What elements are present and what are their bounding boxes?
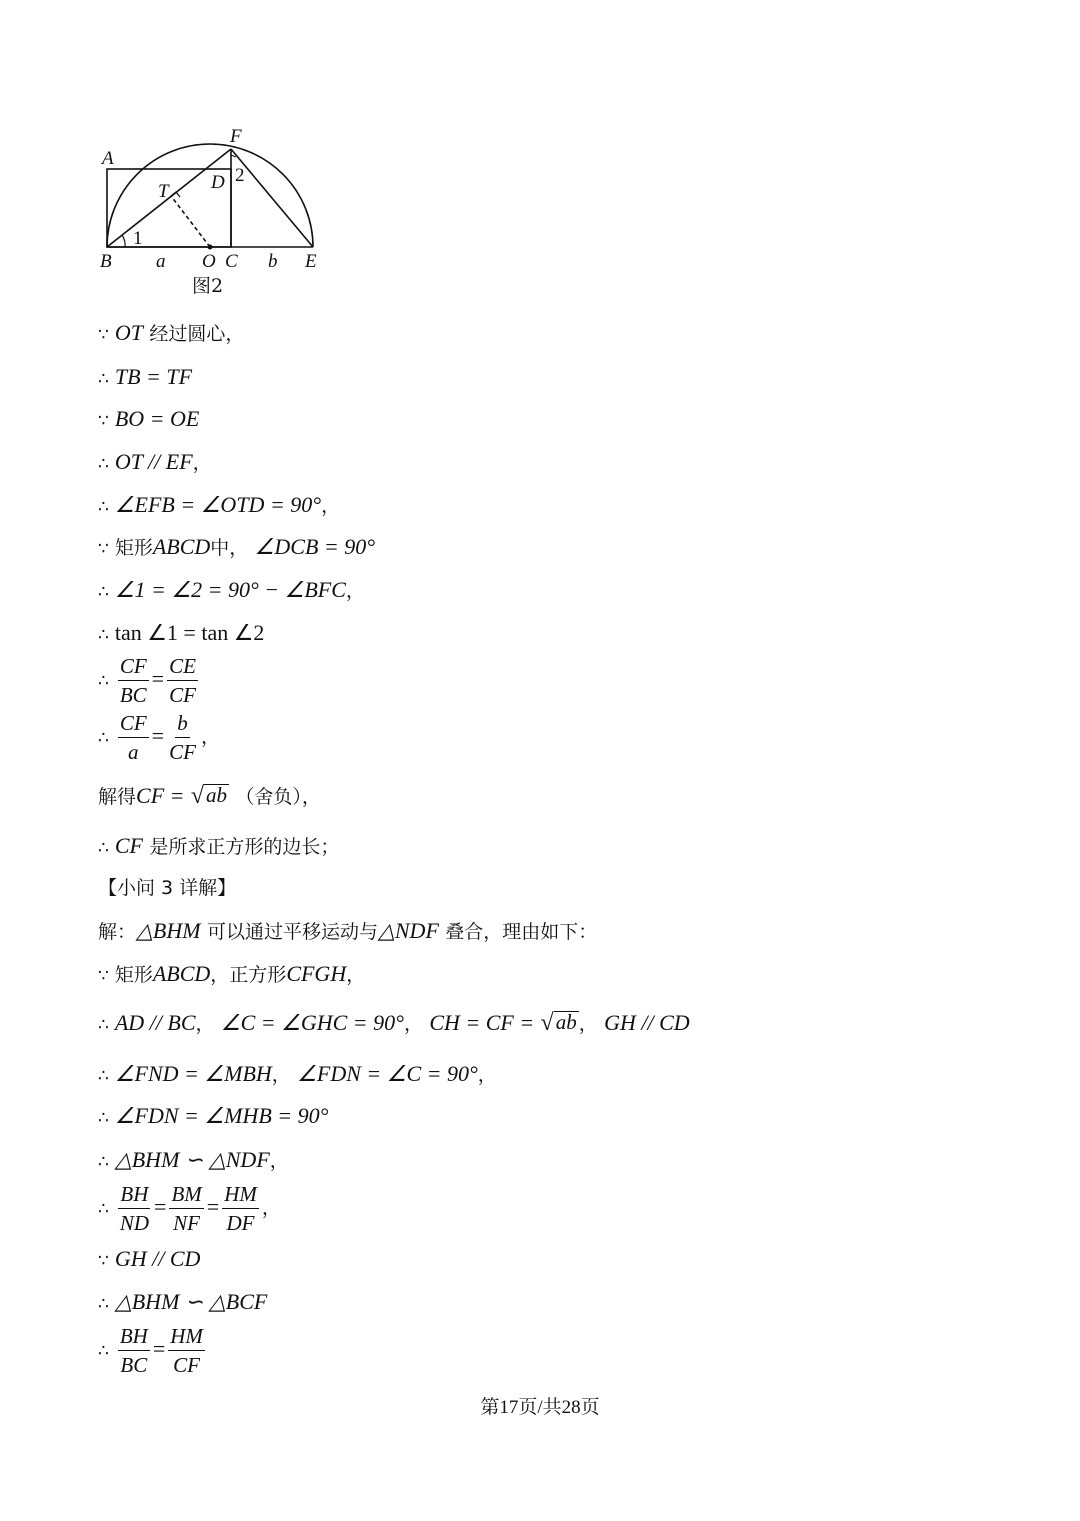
therefore-symbol: ∴ <box>98 582 109 602</box>
geometry-figure <box>92 122 342 302</box>
label-A: A <box>102 148 114 169</box>
fraction: $\frac{BH}{BC}$ <box>119 1324 148 1377</box>
label-angle-2: 2 <box>235 165 245 186</box>
therefore-symbol: ∴ <box>98 1108 109 1128</box>
therefore-symbol: ∴ <box>98 1066 109 1086</box>
therefore-symbol: ∴ <box>98 454 109 474</box>
point-O <box>208 245 213 250</box>
segment-BF <box>107 149 231 247</box>
fraction: $\frac{BM}{NF}$ <box>171 1182 202 1235</box>
proof-line-12: ∴ CF 是所求正方形的边长； <box>98 833 340 858</box>
proof-line-8: ∴ tan ∠1 = tan ∠2 <box>98 620 265 645</box>
label-a: a <box>156 251 166 272</box>
proof-line-23: ∴ $\frac{BH}{BC}$ = $\frac{HM}{CF}$ <box>98 1324 203 1377</box>
square-root: √ ab <box>190 783 228 809</box>
proof-line-15: ∵ 矩形ABCD，正方形CFGH， <box>98 961 366 986</box>
proof-line-6: ∵ 矩形ABCD中， ∠DCB = 90° <box>98 534 376 559</box>
segment-OT-dashed <box>171 196 210 247</box>
therefore-symbol: ∴ <box>98 1015 109 1035</box>
proof-line-22: ∴ △BHM ∽ △BCF <box>98 1289 268 1314</box>
because-symbol: ∵ <box>98 1251 109 1271</box>
proof-line-2: ∴ TB = TF <box>98 364 193 389</box>
therefore-symbol: ∴ <box>98 1152 109 1172</box>
label-O: O <box>202 251 216 272</box>
label-b: b <box>268 251 278 272</box>
label-C: C <box>225 251 238 272</box>
label-angle-1: 1 <box>133 228 143 249</box>
proof-line-3: ∵ BO = OE <box>98 406 200 431</box>
fraction: $\frac{HM}{CF}$ <box>170 1324 203 1377</box>
fraction: $\frac{CF}{a}$ <box>119 711 147 764</box>
fraction: $\frac{b}{CF}$ <box>169 711 196 764</box>
proof-line-21: ∵ GH // CD <box>98 1246 201 1271</box>
proof-line-5: ∴ ∠EFB = ∠OTD = 90°， <box>98 492 341 517</box>
proof-line-10: ∴ $\frac{CF}{a}$ = $\frac{b}{CF}$ ， <box>98 711 220 764</box>
proof-line-4: ∴ OT // EF， <box>98 449 212 474</box>
therefore-symbol: ∴ <box>98 625 109 645</box>
therefore-symbol: ∴ <box>98 671 109 691</box>
page-footer: 第17页/共28页 <box>480 1397 600 1418</box>
proof-line-11: 解得CF = √ ab （舍负）， <box>98 783 321 809</box>
label-T: T <box>158 181 169 202</box>
proof-line-16: ∴ AD // BC， ∠C = ∠GHC = 90°， CH = CF = √ ab ， GH // CD <box>98 1010 690 1036</box>
proof-line-1: ∵ OT 经过圆心， <box>98 320 245 345</box>
section-heading: 【小问 3 详解】 <box>98 877 237 899</box>
because-symbol: ∵ <box>98 539 109 559</box>
proof-line-20: ∴ $\frac{BH}{ND}$ = $\frac{BM}{NF}$ = $\frac{HM}{DF}$ ， <box>98 1182 281 1235</box>
therefore-symbol: ∴ <box>98 1199 109 1219</box>
square-root: √ ab <box>540 1010 577 1036</box>
figure-caption: 图2 <box>192 275 224 297</box>
because-symbol: ∵ <box>98 325 109 345</box>
proof-line-19: ∴ △BHM ∽ △NDF， <box>98 1147 289 1172</box>
label-D: D <box>211 172 225 193</box>
proof-line-7: ∴ ∠1 = ∠2 = 90° − ∠BFC， <box>98 577 365 602</box>
therefore-symbol: ∴ <box>98 728 109 748</box>
therefore-symbol: ∴ <box>98 838 109 858</box>
fraction: $\frac{CF}{BC}$ <box>119 654 147 707</box>
therefore-symbol: ∴ <box>98 1341 109 1361</box>
because-symbol: ∵ <box>98 966 109 986</box>
proof-line-17: ∴ ∠FND = ∠MBH， ∠FDN = ∠C = 90°， <box>98 1061 497 1086</box>
proof-line-14: 解：△BHM 可以通过平移运动与△NDF 叠合，理由如下： <box>98 918 598 943</box>
therefore-symbol: ∴ <box>98 1294 109 1314</box>
label-E: E <box>305 251 317 272</box>
proof-line-18: ∴ ∠FDN = ∠MHB = 90° <box>98 1103 329 1128</box>
fraction: $\frac{HM}{DF}$ <box>224 1182 257 1235</box>
angle-arc-1 <box>122 235 125 247</box>
label-B: B <box>100 251 112 272</box>
fraction: $\frac{BH}{ND}$ <box>119 1182 150 1235</box>
therefore-symbol: ∴ <box>98 497 109 517</box>
because-symbol: ∵ <box>98 411 109 431</box>
therefore-symbol: ∴ <box>98 369 109 389</box>
fraction: $\frac{CE}{CF}$ <box>169 654 196 707</box>
proof-line-9: ∴ $\frac{CF}{BC}$ = $\frac{CE}{CF}$ <box>98 654 196 707</box>
label-F: F <box>230 126 242 147</box>
